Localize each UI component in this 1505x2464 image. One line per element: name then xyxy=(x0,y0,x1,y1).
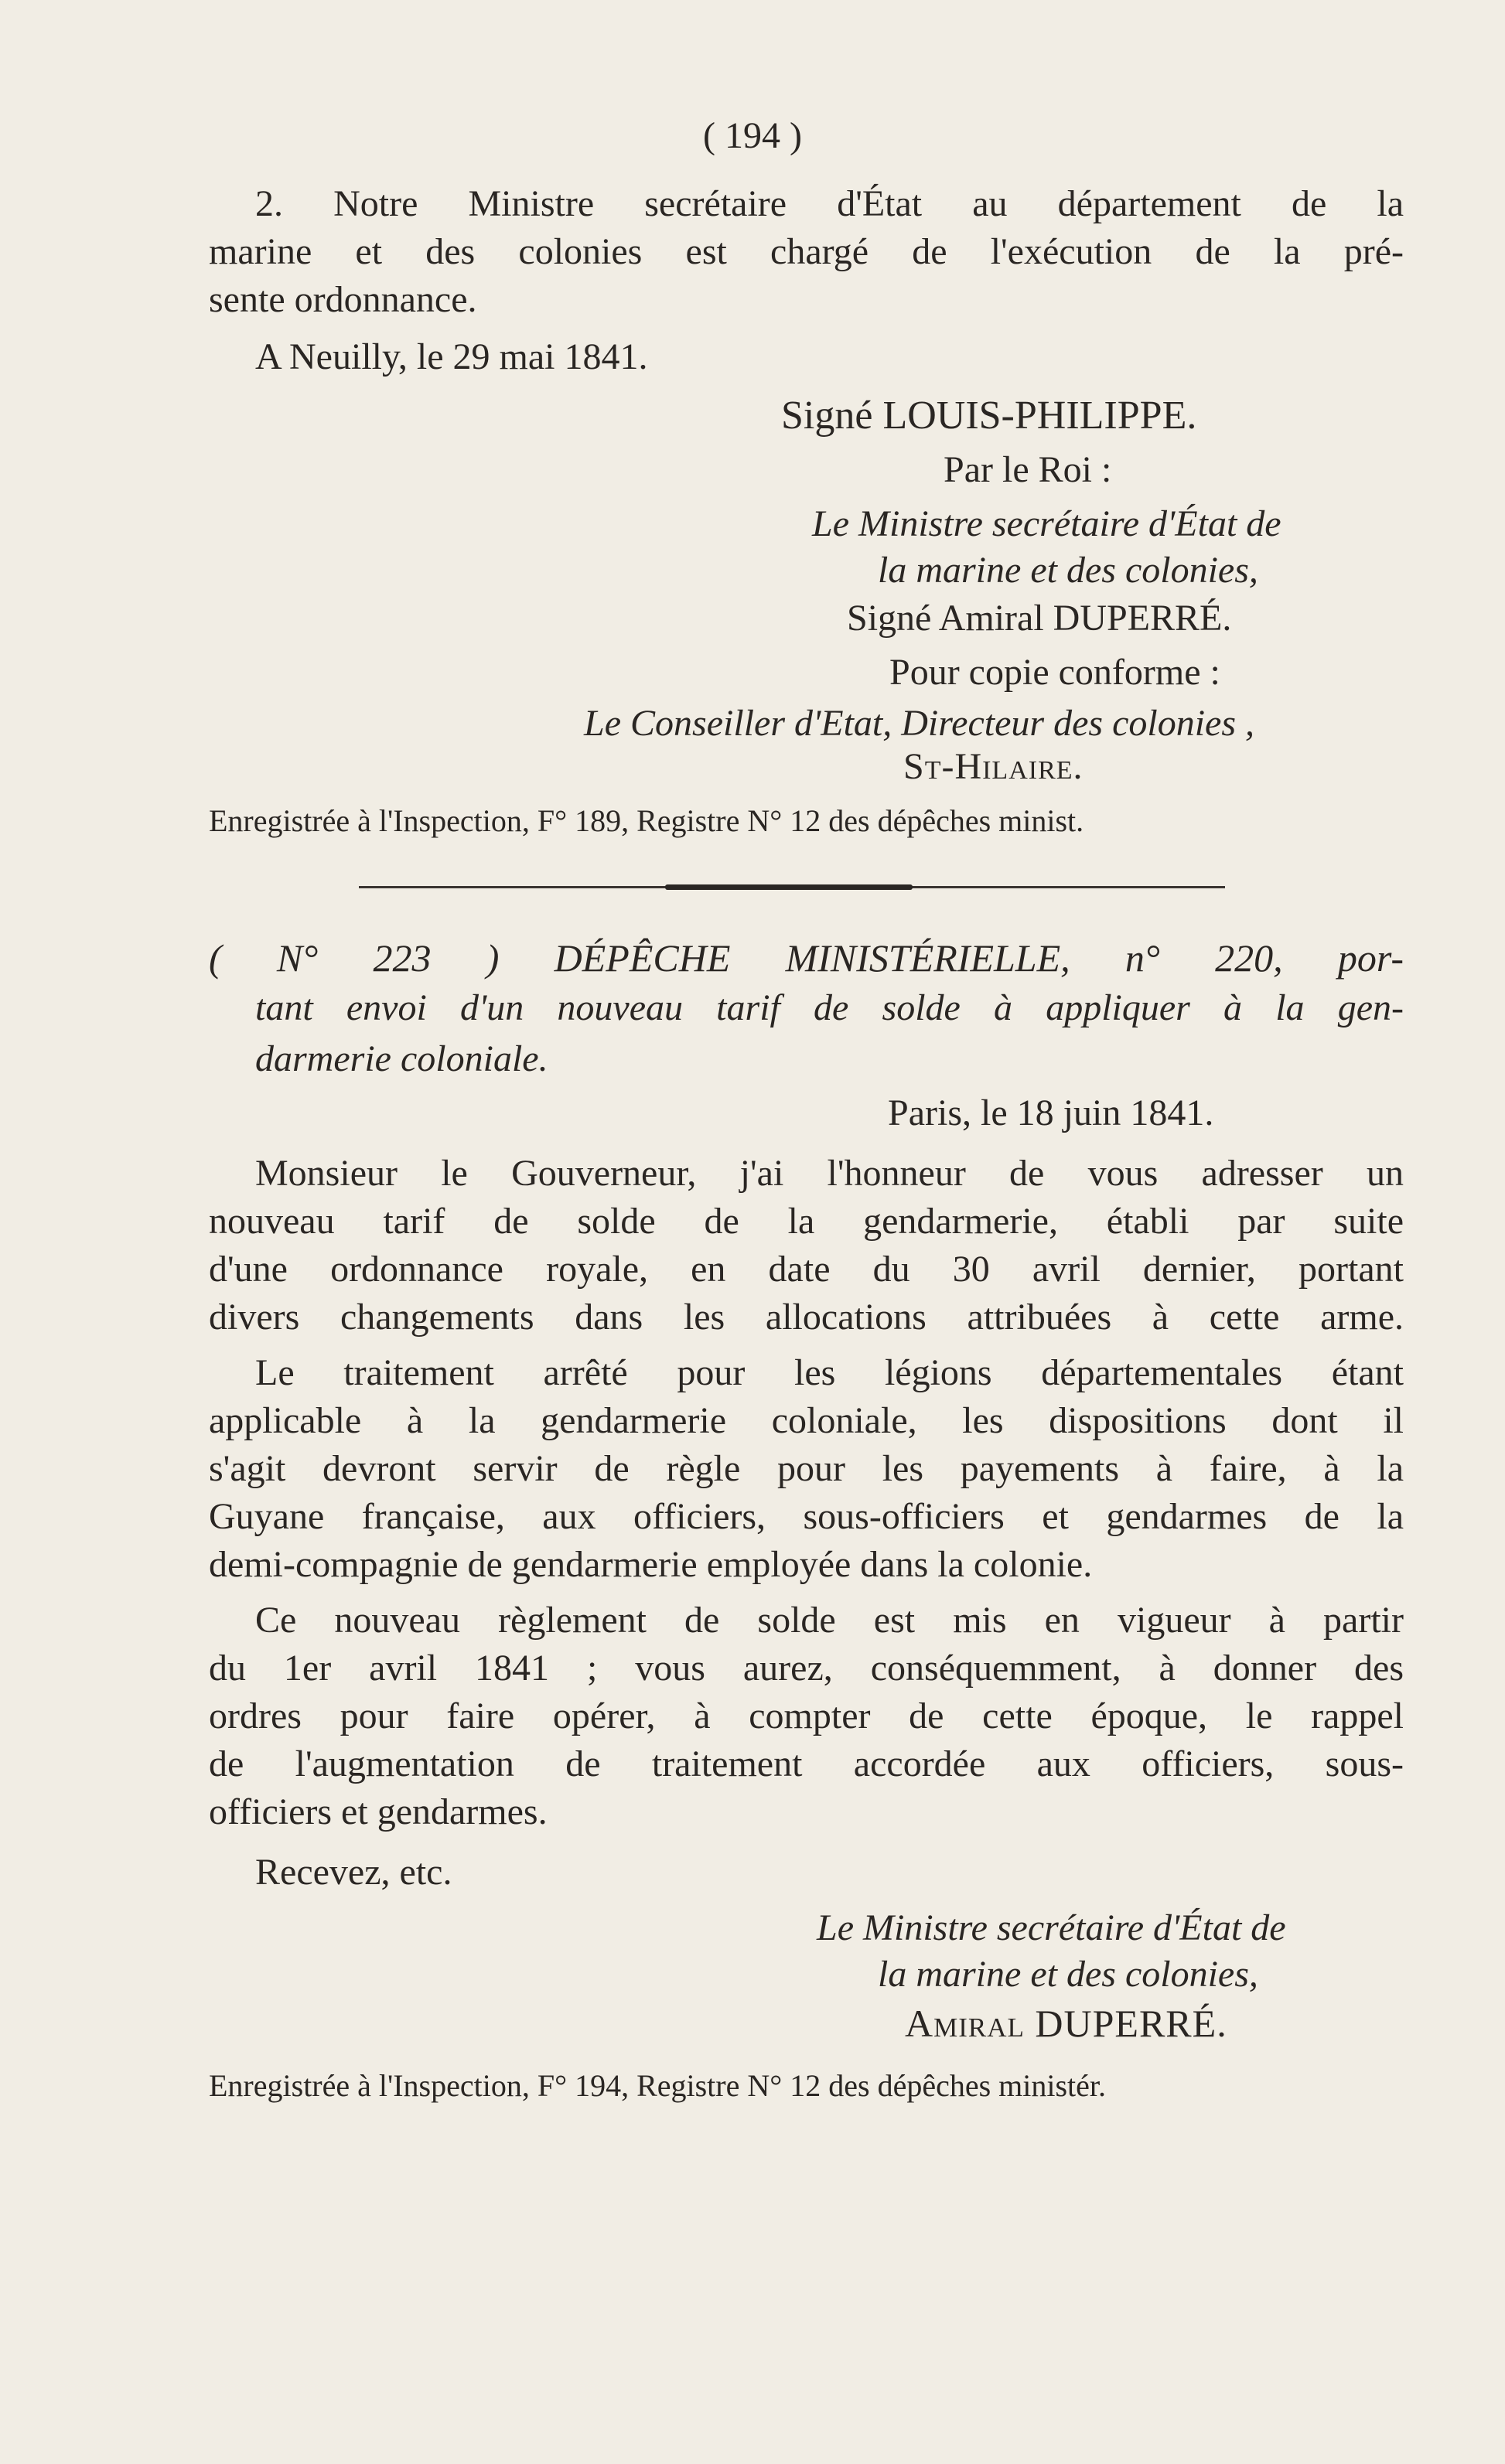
depeche-minister-title-1: Le Ministre secrétaire d'État de xyxy=(817,1907,1286,1948)
depeche-heading-3: darmerie coloniale. xyxy=(255,1038,548,1079)
article-line-3: sente ordonnance. xyxy=(209,279,477,320)
depeche-minister-name: Amiral DUPERRÉ. xyxy=(905,2002,1227,2045)
par-le-roi: Par le Roi : xyxy=(944,449,1112,490)
paragraph-3-line-4: de l'augmentation de traitement accordée aux officiers, sous- xyxy=(209,1743,1404,1784)
conseiller-title: Le Conseiller d'Etat, Directeur des colonies , xyxy=(584,703,1255,744)
paragraph-2-line-1: Le traitement arrêté pour les légions départementales étant xyxy=(255,1352,1404,1393)
paragraph-2-line-4: Guyane française, aux officiers, sous-officiers et gendarmes de la xyxy=(209,1496,1404,1537)
depeche-heading-1: ( N° 223 ) DÉPÊCHE MINISTÉRIELLE, n° 220, por- xyxy=(209,936,1404,980)
paragraph-2-line-5: demi-compagnie de gendarmerie employée dans la colonie. xyxy=(209,1544,1093,1585)
paragraph-2-line-3: s'agit devront servir de règle pour les payements à faire, à la xyxy=(209,1448,1404,1489)
separator-ornament xyxy=(665,884,913,890)
closing: Recevez, etc. xyxy=(255,1852,452,1893)
paragraph-3-line-5: officiers et gendarmes. xyxy=(209,1791,548,1832)
paragraph-3-line-2: du 1er avril 1841 ; vous aurez, conséquemment, à donner des xyxy=(209,1648,1404,1689)
ordonnance-date: A Neuilly, le 29 mai 1841. xyxy=(255,336,648,377)
depeche-date: Paris, le 18 juin 1841. xyxy=(888,1092,1214,1133)
minister-title-2: la marine et des colonies, xyxy=(878,550,1258,591)
depeche-minister-title-2: la marine et des colonies, xyxy=(878,1954,1258,1995)
paragraph-3-line-1: Ce nouveau règlement de solde est mis en vigueur à partir xyxy=(255,1600,1404,1641)
paragraph-1-line-2: nouveau tarif de solde de la gendarmerie, établi par suite xyxy=(209,1201,1404,1242)
depeche-registration: Enregistrée à l'Inspection, F° 194, Registre N° 12 des dépêches ministér. xyxy=(209,2068,1107,2103)
minister-title-1: Le Ministre secrétaire d'État de xyxy=(812,503,1281,544)
article-line-2: marine et des colonies est chargé de l'exécution de la pré- xyxy=(209,231,1404,272)
paragraph-1-line-4: divers changements dans les allocations attribuées à cette arme. xyxy=(209,1297,1404,1338)
conseiller-name: St-Hilaire. xyxy=(903,746,1084,787)
paragraph-1-line-3: d'une ordonnance royale, en date du 30 avril dernier, portant xyxy=(209,1249,1404,1290)
minister-signature: Signé Amiral DUPERRÉ. xyxy=(847,598,1232,639)
copie-conforme: Pour copie conforme : xyxy=(889,652,1220,693)
signature-king: Signé LOUIS-PHILIPPE. xyxy=(781,394,1197,438)
ordonnance-registration: Enregistrée à l'Inspection, F° 189, Registre N° 12 des dépêches minist. xyxy=(209,803,1084,838)
paragraph-1-line-1: Monsieur le Gouverneur, j'ai l'honneur de vous adresser un xyxy=(255,1153,1404,1194)
paragraph-3-line-3: ordres pour faire opérer, à compter de cette époque, le rappel xyxy=(209,1695,1404,1736)
depeche-heading-2: tant envoi d'un nouveau tarif de solde à appliquer à la gen- xyxy=(255,987,1404,1028)
page-number: ( 194 ) xyxy=(703,115,802,156)
paragraph-2-line-2: applicable à la gendarmerie coloniale, les dispositions dont il xyxy=(209,1400,1404,1441)
article-line-1: 2. Notre Ministre secrétaire d'État au département de la xyxy=(255,183,1404,224)
